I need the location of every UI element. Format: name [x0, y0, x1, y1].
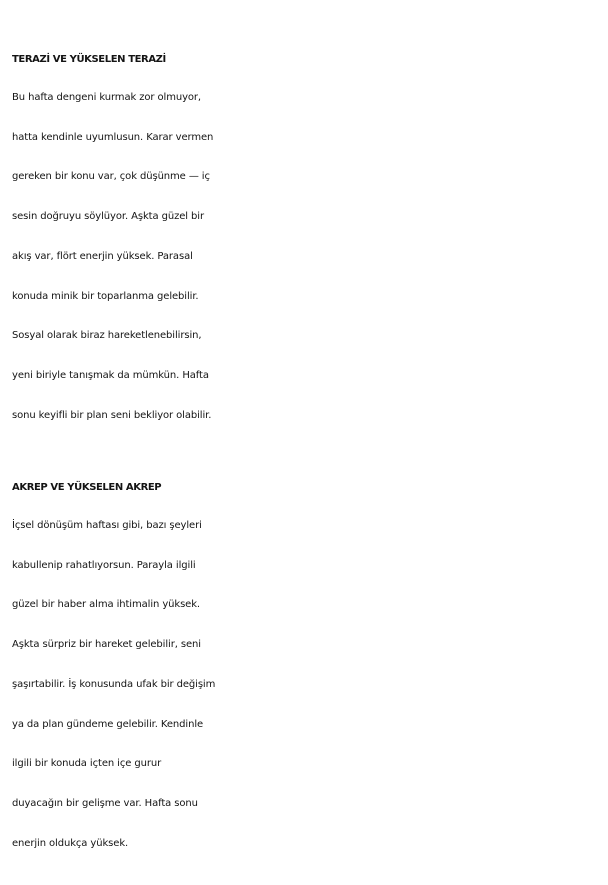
section-body	[12, 506, 606, 863]
body-line: Sosyal olarak biraz hareketlenebilirsin,	[12, 330, 202, 342]
body-line: ya da plan gündeme gelebilir. Kendinle	[12, 718, 204, 730]
body-line: hatta kendinle uyumlusun. Karar vermen	[12, 131, 214, 143]
body-line: gereken bir konu var, çok düşünme — iç	[12, 171, 210, 183]
section-scorpio	[12, 472, 606, 863]
body-line: sonu keyifli bir plan seni bekliyor olabilir.	[12, 409, 212, 421]
body-line: yeni biriyle tanışmak da mümkün. Hafta	[12, 369, 209, 381]
section-libra	[12, 44, 606, 435]
body-line: İçsel dönüşüm haftası gibi, bazı şeyleri	[12, 520, 202, 531]
body-line: duyacağın bir gelişme var. Hafta sonu	[12, 797, 198, 809]
body-line: Bu hafta dengeni kurmak zor olmuyor,	[12, 92, 202, 103]
body-line: güzel bir haber alma ihtimalin yüksek.	[12, 599, 201, 611]
body-line: şaşırtabilir. İş konusunda ufak bir değişim	[12, 678, 216, 690]
body-line: sesin doğruyu söylüyor. Aşkta güzel bir	[12, 211, 204, 223]
body-line: ilgili bir konuda içten içe gurur	[12, 758, 162, 770]
body-line: enerjin oldukça yüksek.	[12, 837, 129, 849]
body-line: Aşkta sürpriz bir hareket gelebilir, seni	[12, 639, 201, 651]
body-line: akış var, flört enerjin yüksek. Parasal	[12, 250, 193, 262]
section-heading: AKREP VE YÜKSELEN AKREP	[12, 482, 162, 493]
section-heading: TERAZİ VE YÜKSELEN TERAZİ	[12, 54, 166, 65]
body-line: kabullenip rahatlıyorsun. Parayla ilgili	[12, 559, 196, 571]
body-line: konuda minik bir toparlanma gelebilir.	[12, 290, 199, 302]
section-body	[12, 78, 606, 435]
